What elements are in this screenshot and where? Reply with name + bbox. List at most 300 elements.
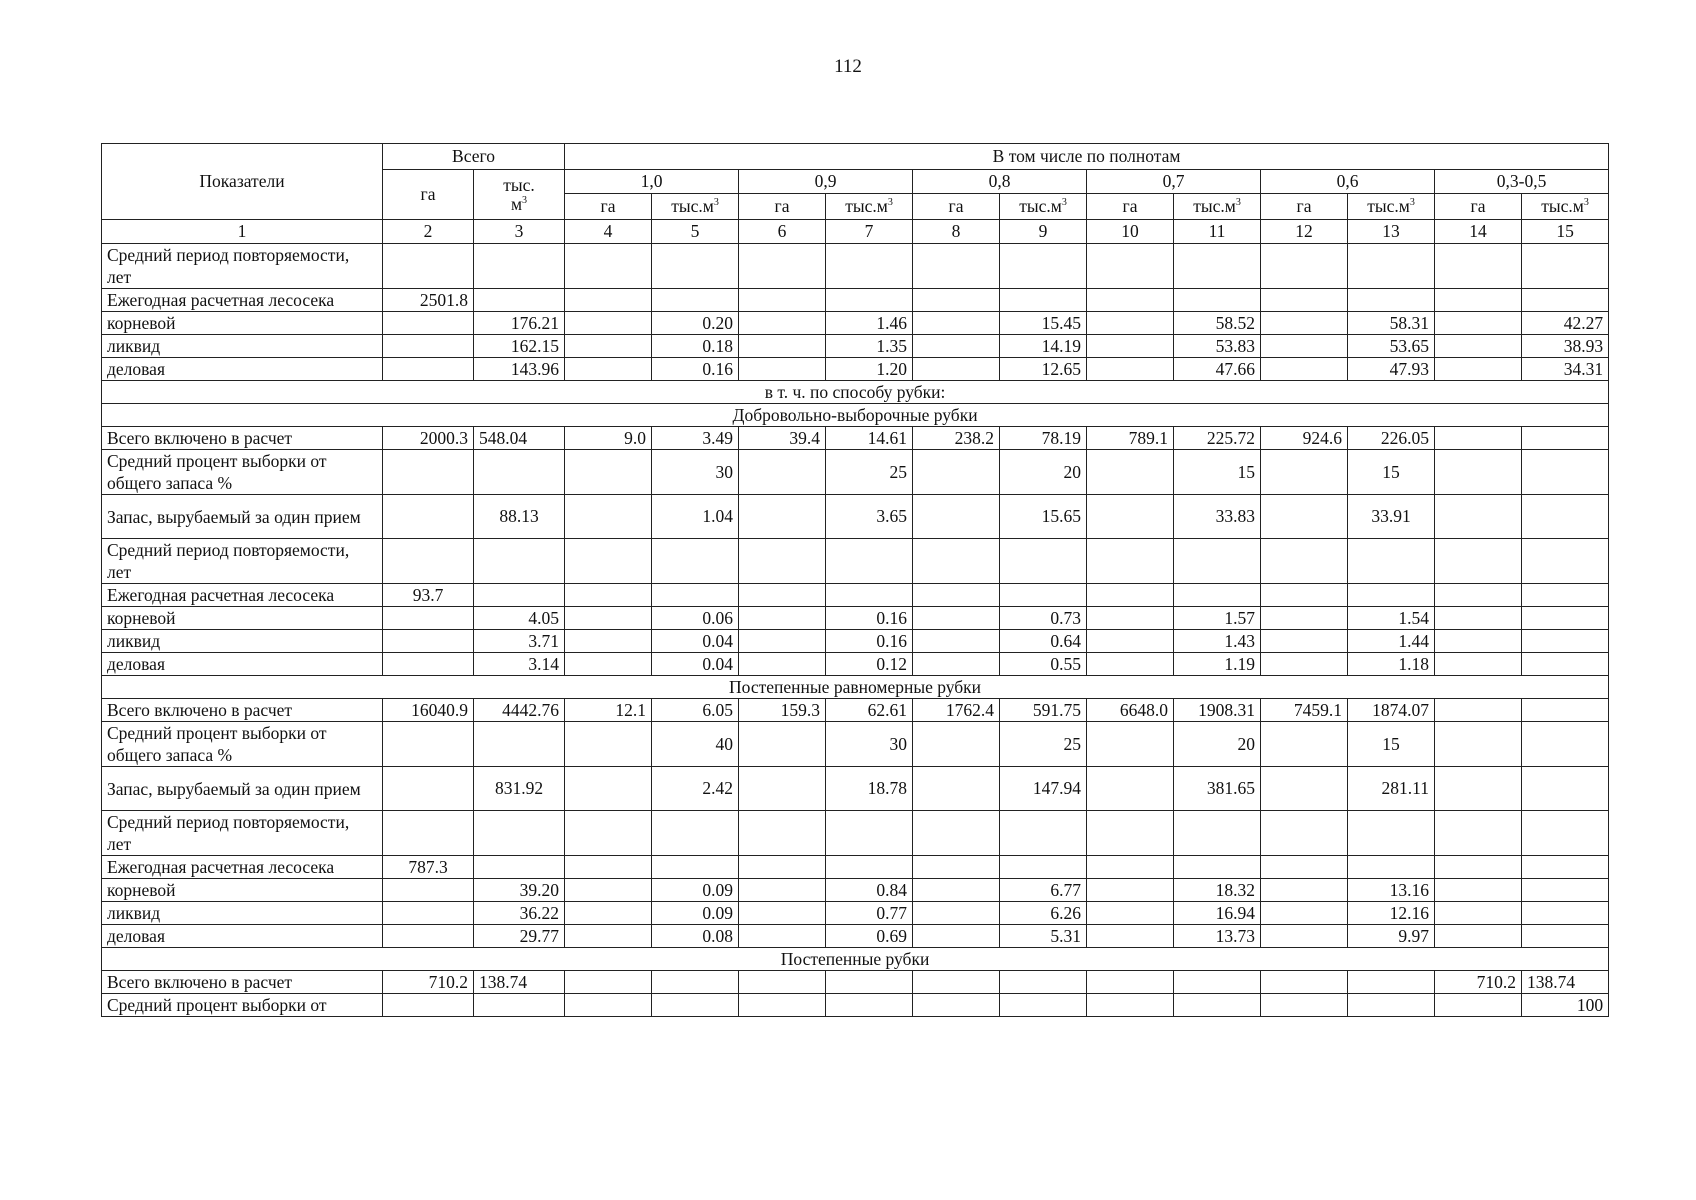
- table-cell: [1522, 767, 1609, 811]
- header-thous-m3: $тыс.м^3$: [1522, 194, 1609, 220]
- row-label: Средний процент выборки от: [102, 994, 383, 1017]
- table-cell: 1.54: [1348, 607, 1435, 630]
- table-cell: [565, 584, 652, 607]
- table-cell: [1435, 994, 1522, 1017]
- table-row: [102, 994, 1609, 1017]
- column-number: 3: [474, 220, 565, 244]
- table-header: [102, 144, 1609, 244]
- table-row: [102, 630, 1609, 653]
- table-cell: 226.05: [1348, 427, 1435, 450]
- column-number: 8: [913, 220, 1000, 244]
- table-cell: [913, 607, 1000, 630]
- table-cell: [1522, 653, 1609, 676]
- row-label: Всего включено в расчет: [102, 427, 383, 450]
- table-cell: [913, 971, 1000, 994]
- table-row: [102, 312, 1609, 335]
- table-cell: [826, 244, 913, 289]
- table-cell: [1522, 811, 1609, 856]
- table-cell: [913, 811, 1000, 856]
- table-cell: [739, 902, 826, 925]
- table-cell: 0.73: [1000, 607, 1087, 630]
- table-cell: [1522, 856, 1609, 879]
- table-cell: 4442.76: [474, 699, 565, 722]
- header-thous-m3: $тыс.м^3$: [1174, 194, 1261, 220]
- table-cell: 16.94: [1174, 902, 1261, 925]
- table-cell: [739, 358, 826, 381]
- table-cell: 14.19: [1000, 335, 1087, 358]
- table-cell: [1261, 495, 1348, 539]
- table-cell: [1000, 971, 1087, 994]
- table-cell: [1261, 450, 1348, 495]
- table-cell: [474, 811, 565, 856]
- table-cell: [913, 767, 1000, 811]
- table-cell: [1522, 630, 1609, 653]
- table-cell: [565, 607, 652, 630]
- table-cell: [1348, 584, 1435, 607]
- table-cell: [1087, 653, 1174, 676]
- row-label: корневой: [102, 607, 383, 630]
- table-cell: 0.12: [826, 653, 913, 676]
- table-cell: 20: [1174, 722, 1261, 767]
- table-cell: 147.94: [1000, 767, 1087, 811]
- row-label: корневой: [102, 312, 383, 335]
- table-cell: [565, 856, 652, 879]
- table-cell: 53.65: [1348, 335, 1435, 358]
- header-total-ha: га: [383, 170, 474, 220]
- table-cell: 924.6: [1261, 427, 1348, 450]
- table-cell: [913, 856, 1000, 879]
- table-cell: [1435, 722, 1522, 767]
- table-cell: [474, 994, 565, 1017]
- table-cell: 58.31: [1348, 312, 1435, 335]
- table-cell: [383, 925, 474, 948]
- table-cell: 16040.9: [383, 699, 474, 722]
- table-cell: [826, 584, 913, 607]
- table-row: [102, 289, 1609, 312]
- table-cell: [565, 722, 652, 767]
- header-total-thous-m3: тыс. $м^3$: [474, 170, 565, 220]
- table-cell: 143.96: [474, 358, 565, 381]
- table-cell: 0.18: [652, 335, 739, 358]
- table-cell: [1261, 767, 1348, 811]
- table-row: [102, 856, 1609, 879]
- table-cell: [1348, 811, 1435, 856]
- table-cell: [383, 994, 474, 1017]
- table-cell: [383, 722, 474, 767]
- table-cell: 381.65: [1174, 767, 1261, 811]
- table-cell: [1087, 289, 1174, 312]
- table-row: [102, 811, 1609, 856]
- table-cell: [565, 289, 652, 312]
- table-cell: [913, 335, 1000, 358]
- row-label: Средний период повторяемости, лет: [102, 811, 383, 856]
- table-cell: [739, 856, 826, 879]
- header-ha: га: [565, 194, 652, 220]
- row-label: ликвид: [102, 335, 383, 358]
- table-cell: 2000.3: [383, 427, 474, 450]
- table-cell: 831.92: [474, 767, 565, 811]
- table-cell: [1348, 539, 1435, 584]
- table-cell: 38.93: [1522, 335, 1609, 358]
- table-cell: [1261, 722, 1348, 767]
- row-label: Ежегодная расчетная лесосека: [102, 584, 383, 607]
- table-cell: [1348, 994, 1435, 1017]
- table-cell: [1261, 856, 1348, 879]
- header-ha: га: [1261, 194, 1348, 220]
- table-cell: 5.31: [1000, 925, 1087, 948]
- table-cell: [1435, 902, 1522, 925]
- row-label: ликвид: [102, 902, 383, 925]
- table-cell: 3.71: [474, 630, 565, 653]
- table-cell: [1000, 584, 1087, 607]
- table-cell: [1174, 994, 1261, 1017]
- table-cell: [826, 994, 913, 1017]
- table-cell: [1435, 335, 1522, 358]
- section-title: Постепенные равномерные рубки: [102, 676, 1609, 699]
- table-cell: [1435, 539, 1522, 584]
- table-cell: 591.75: [1000, 699, 1087, 722]
- table-row: [102, 335, 1609, 358]
- header-density-1-0: 1,0: [565, 170, 739, 194]
- table-cell: 1.20: [826, 358, 913, 381]
- table-cell: 548.04: [474, 427, 565, 450]
- table-cell: [1435, 699, 1522, 722]
- table-cell: 1.43: [1174, 630, 1261, 653]
- table-cell: 1.18: [1348, 653, 1435, 676]
- table-cell: 30: [652, 450, 739, 495]
- table-cell: 30: [826, 722, 913, 767]
- table-cell: 15.65: [1000, 495, 1087, 539]
- header-thous-m3: $тыс.м^3$: [1348, 194, 1435, 220]
- table-cell: [1435, 811, 1522, 856]
- table-row: [102, 495, 1609, 539]
- column-number: 10: [1087, 220, 1174, 244]
- table-cell: 34.31: [1522, 358, 1609, 381]
- row-label: деловая: [102, 925, 383, 948]
- table-cell: [739, 630, 826, 653]
- table-cell: [1261, 335, 1348, 358]
- table-cell: 47.66: [1174, 358, 1261, 381]
- table-cell: 0.64: [1000, 630, 1087, 653]
- table-cell: [1087, 767, 1174, 811]
- table-row: [102, 767, 1609, 811]
- table-cell: [383, 312, 474, 335]
- table-cell: [565, 312, 652, 335]
- table-cell: [1435, 289, 1522, 312]
- table-cell: [1522, 244, 1609, 289]
- table-cell: [913, 289, 1000, 312]
- table-cell: 1.19: [1174, 653, 1261, 676]
- table-cell: [565, 653, 652, 676]
- table-cell: 0.69: [826, 925, 913, 948]
- table-cell: [739, 607, 826, 630]
- table-cell: [1087, 879, 1174, 902]
- table-cell: [1522, 427, 1609, 450]
- table-cell: 176.21: [474, 312, 565, 335]
- table-cell: [913, 902, 1000, 925]
- column-number: 14: [1435, 220, 1522, 244]
- table-cell: [383, 653, 474, 676]
- table-row: [102, 971, 1609, 994]
- table-cell: [1435, 767, 1522, 811]
- table-row: [102, 879, 1609, 902]
- table-cell: [739, 971, 826, 994]
- table-cell: 18.78: [826, 767, 913, 811]
- table-cell: [826, 811, 913, 856]
- column-number: 11: [1174, 220, 1261, 244]
- row-label: Запас, вырубаемый за один прием: [102, 767, 383, 811]
- table-cell: [565, 811, 652, 856]
- table-cell: [1174, 289, 1261, 312]
- table-cell: 3.14: [474, 653, 565, 676]
- table-cell: [1435, 244, 1522, 289]
- table-cell: [739, 767, 826, 811]
- table-cell: [1000, 244, 1087, 289]
- table-cell: 39.20: [474, 879, 565, 902]
- row-label: Средний период повторяемости, лет: [102, 244, 383, 289]
- table-cell: 0.16: [826, 607, 913, 630]
- table-cell: 20: [1000, 450, 1087, 495]
- table-cell: [1348, 971, 1435, 994]
- table-cell: [1174, 244, 1261, 289]
- row-label: Средний процент выборки от общего запаса %: [102, 722, 383, 767]
- row-label: Запас, вырубаемый за один прием: [102, 495, 383, 539]
- table-cell: [474, 856, 565, 879]
- table-cell: [1348, 856, 1435, 879]
- table-cell: [1261, 244, 1348, 289]
- table-cell: 15.45: [1000, 312, 1087, 335]
- table-cell: [1435, 856, 1522, 879]
- column-number: 15: [1522, 220, 1609, 244]
- table-cell: [913, 450, 1000, 495]
- table-cell: [652, 289, 739, 312]
- table-cell: 33.83: [1174, 495, 1261, 539]
- table-cell: [565, 244, 652, 289]
- table-cell: [652, 811, 739, 856]
- table-cell: 0.55: [1000, 653, 1087, 676]
- table-cell: [739, 722, 826, 767]
- table-row: [102, 925, 1609, 948]
- table-cell: 53.83: [1174, 335, 1261, 358]
- table-cell: 9.97: [1348, 925, 1435, 948]
- table-cell: [1435, 358, 1522, 381]
- table-cell: [1261, 289, 1348, 312]
- table-cell: [1261, 607, 1348, 630]
- table-cell: 100: [1522, 994, 1609, 1017]
- table-cell: [383, 450, 474, 495]
- table-cell: [1261, 358, 1348, 381]
- table-cell: [1435, 495, 1522, 539]
- table-cell: 1.44: [1348, 630, 1435, 653]
- header-total: Всего: [383, 144, 565, 170]
- table-cell: [1522, 450, 1609, 495]
- table-cell: 0.09: [652, 902, 739, 925]
- section-row: [102, 948, 1609, 971]
- table-cell: [1261, 312, 1348, 335]
- forest-cutting-table: [101, 143, 1609, 1017]
- table-cell: [913, 539, 1000, 584]
- table-cell: [913, 879, 1000, 902]
- table-cell: [913, 244, 1000, 289]
- table-cell: 2501.8: [383, 289, 474, 312]
- table-cell: [565, 450, 652, 495]
- table-cell: [565, 994, 652, 1017]
- table-cell: [1522, 699, 1609, 722]
- table-cell: 710.2: [383, 971, 474, 994]
- table-cell: [383, 607, 474, 630]
- row-label: деловая: [102, 358, 383, 381]
- table-cell: [739, 811, 826, 856]
- table-cell: 25: [1000, 722, 1087, 767]
- table-cell: 225.72: [1174, 427, 1261, 450]
- section-row: [102, 676, 1609, 699]
- table-cell: [913, 358, 1000, 381]
- table-cell: 36.22: [474, 902, 565, 925]
- table-cell: [1348, 289, 1435, 312]
- table-cell: [1261, 971, 1348, 994]
- section-row: [102, 381, 1609, 404]
- table-cell: [1522, 925, 1609, 948]
- table-cell: 1762.4: [913, 699, 1000, 722]
- table-row: [102, 358, 1609, 381]
- table-row: [102, 584, 1609, 607]
- table-cell: [1087, 495, 1174, 539]
- table-cell: 0.09: [652, 879, 739, 902]
- table-cell: [739, 450, 826, 495]
- table-cell: 13.16: [1348, 879, 1435, 902]
- table-cell: [1087, 811, 1174, 856]
- table-cell: [1261, 584, 1348, 607]
- table-cell: [652, 971, 739, 994]
- table-cell: [739, 925, 826, 948]
- table-cell: [1348, 244, 1435, 289]
- table-cell: [1087, 335, 1174, 358]
- table-cell: [1435, 607, 1522, 630]
- table-cell: [383, 335, 474, 358]
- table-cell: 15: [1174, 450, 1261, 495]
- row-label: Ежегодная расчетная лесосека: [102, 856, 383, 879]
- header-ha: га: [1435, 194, 1522, 220]
- table-cell: [913, 495, 1000, 539]
- table-cell: 3.49: [652, 427, 739, 450]
- table-cell: [1261, 811, 1348, 856]
- table-cell: [383, 630, 474, 653]
- header-ha: га: [913, 194, 1000, 220]
- table-cell: 93.7: [383, 584, 474, 607]
- table-cell: [1522, 607, 1609, 630]
- table-cell: 88.13: [474, 495, 565, 539]
- table-cell: [383, 244, 474, 289]
- table-cell: [1522, 539, 1609, 584]
- table-cell: [1261, 630, 1348, 653]
- column-number: 1: [102, 220, 383, 244]
- table-cell: [1087, 856, 1174, 879]
- table-cell: [565, 925, 652, 948]
- table-cell: [739, 994, 826, 1017]
- table-cell: [1522, 584, 1609, 607]
- table-cell: [652, 244, 739, 289]
- table-cell: 6.26: [1000, 902, 1087, 925]
- table-cell: [1435, 584, 1522, 607]
- table-cell: 6.77: [1000, 879, 1087, 902]
- table-cell: 138.74: [474, 971, 565, 994]
- table-cell: [652, 856, 739, 879]
- column-number: 6: [739, 220, 826, 244]
- header-density-0-8: 0,8: [913, 170, 1087, 194]
- column-number: 2: [383, 220, 474, 244]
- section-title: Добровольно-выборочные рубки: [102, 404, 1609, 427]
- table-cell: [565, 971, 652, 994]
- table-cell: [1261, 925, 1348, 948]
- table-cell: [1522, 879, 1609, 902]
- table-cell: [1087, 607, 1174, 630]
- table-cell: 0.04: [652, 653, 739, 676]
- table-cell: [1435, 879, 1522, 902]
- table-cell: 138.74: [1522, 971, 1609, 994]
- table-cell: [739, 289, 826, 312]
- table-cell: 12.1: [565, 699, 652, 722]
- table-row: [102, 653, 1609, 676]
- table-cell: [1000, 539, 1087, 584]
- table-cell: [739, 584, 826, 607]
- table-cell: [1261, 902, 1348, 925]
- table-cell: [565, 767, 652, 811]
- header-indicators: Показатели: [102, 144, 383, 220]
- header-thous-m3: $тыс.м^3$: [826, 194, 913, 220]
- table-cell: [913, 994, 1000, 1017]
- table-cell: 6648.0: [1087, 699, 1174, 722]
- table-cell: [739, 335, 826, 358]
- table-cell: 1908.31: [1174, 699, 1261, 722]
- table-cell: [826, 856, 913, 879]
- table-cell: 2.42: [652, 767, 739, 811]
- table-row: [102, 902, 1609, 925]
- table-cell: [565, 358, 652, 381]
- table-cell: 0.06: [652, 607, 739, 630]
- column-number: 4: [565, 220, 652, 244]
- table-cell: [565, 495, 652, 539]
- table-cell: 42.27: [1522, 312, 1609, 335]
- table-cell: [1261, 994, 1348, 1017]
- table-row: [102, 607, 1609, 630]
- table-cell: [383, 811, 474, 856]
- table-cell: 1.04: [652, 495, 739, 539]
- table-cell: [826, 289, 913, 312]
- row-label: Всего включено в расчет: [102, 699, 383, 722]
- section-title: в т. ч. по способу рубки:: [102, 381, 1609, 404]
- table-cell: [1435, 312, 1522, 335]
- table-cell: [383, 539, 474, 584]
- table-cell: 1.57: [1174, 607, 1261, 630]
- table-cell: [1522, 902, 1609, 925]
- table-cell: [1000, 811, 1087, 856]
- table-cell: 0.20: [652, 312, 739, 335]
- column-number: 5: [652, 220, 739, 244]
- table-cell: 62.61: [826, 699, 913, 722]
- table-cell: 0.16: [826, 630, 913, 653]
- table-cell: [913, 722, 1000, 767]
- table-cell: 789.1: [1087, 427, 1174, 450]
- table-cell: [1174, 584, 1261, 607]
- table-cell: 281.11: [1348, 767, 1435, 811]
- table-cell: 4.05: [474, 607, 565, 630]
- header-density-0-6: 0,6: [1261, 170, 1435, 194]
- table-cell: [1087, 925, 1174, 948]
- table-cell: [739, 879, 826, 902]
- table-cell: [565, 902, 652, 925]
- table-cell: [383, 879, 474, 902]
- header-ha: га: [739, 194, 826, 220]
